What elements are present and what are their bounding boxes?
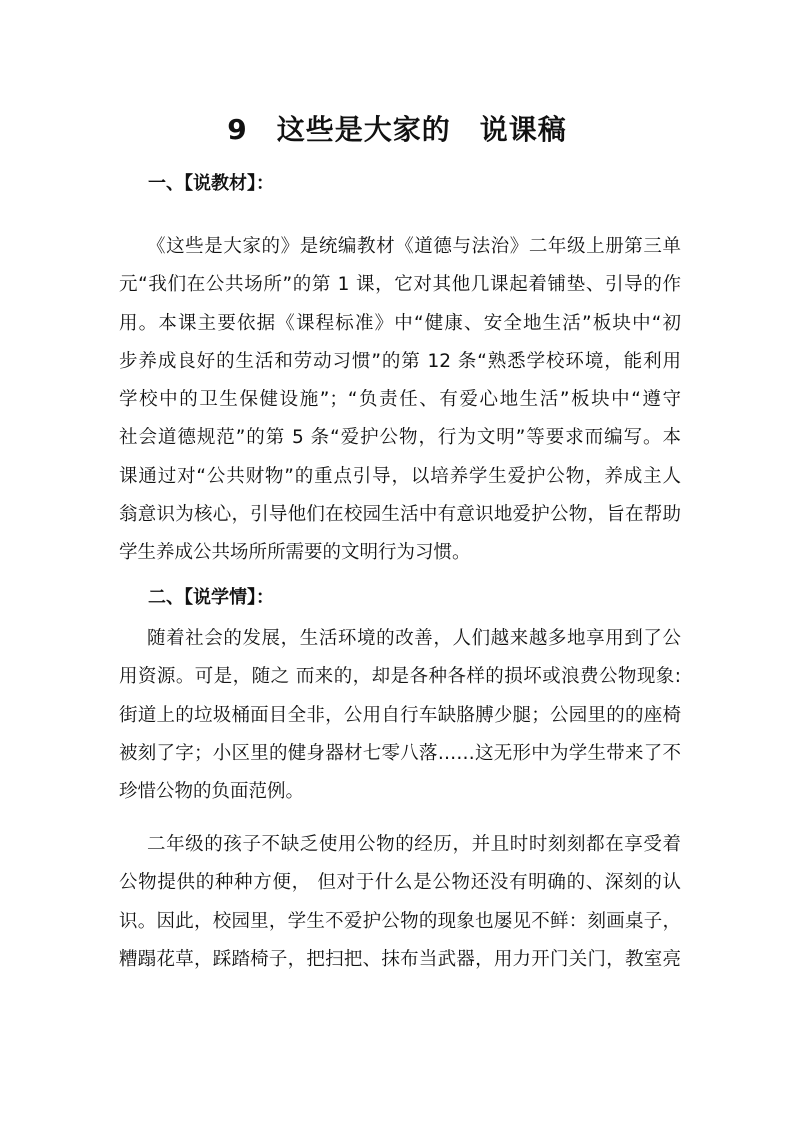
paragraph-line: 步养成良好的生活和劳动习惯”的第 12 条“熟悉学校环境，能利用 [119,350,681,372]
paragraph-line: 用。本课主要依据《课程标准》中“健康、安全地生活”板块中“初 [119,312,681,334]
section-heading-student-situation: 二、【说学情】： [148,587,274,608]
paragraph-line: 《这些是大家的》是统编教材《道德与法治》二年级上册第三单 [147,236,681,257]
paragraph-line: 公物提供的种种方便， 但对于什么是公物还没有明确的、深刻的认 [119,872,681,894]
paragraph-line: 社会道德规范”的第 5 条“爱护公物，行为文明”等要求而编写。本 [119,427,681,449]
paragraph-line: 翁意识为核心，引导他们在校园生活中有意识地爱护公物，旨在帮助 [119,504,681,526]
paragraph-line: 课通过对“公共财物”的重点引导，以培养学生爱护公物，养成主人 [119,465,681,487]
paragraph-line: 街道上的垃圾桶面目全非，公用自行车缺胳膊少腿；公园里的的座椅 [119,704,681,726]
paragraph-line: 随着社会的发展，生活环境的改善，人们越来越多地享用到了公 [147,628,681,649]
paragraph-line: 学生养成公共场所所需要的文明行为习惯。 [119,542,471,564]
paragraph-line: 用资源。可是，随之 而来的，却是各种各样的损坏或浪费公物现象: [119,666,681,688]
section-heading-teaching-material: 一、【说教材】： [148,173,274,194]
paragraph-teaching-material [119,228,681,573]
paragraph-student-situation-1 [119,620,681,811]
paragraph-line: 学校中的卫生保健设施”；“负责任、有爱心地生活”板块中“遵守 [119,389,681,411]
paragraph-student-situation-2 [119,826,681,979]
document-title: 9 这些是大家的 说课稿 [227,113,567,146]
paragraph-line: 糟蹋花草，踩踏椅子，把扫把、抹布当武器，用力开门关门，教室亮 [119,948,681,970]
paragraph-line: 珍惜公物的负面范例。 [119,781,305,803]
paragraph-line: 被刻了字；小区里的健身器材七零八落……这无形中为学生带来了不 [119,742,681,764]
paragraph-line: 二年级的孩子不缺乏使用公物的经历，并且时时刻刻都在享受着 [147,834,681,855]
paragraph-line: 识。因此，校园里，学生不爱护公物的现象也屡见不鲜：刻画桌子， [119,910,681,932]
paragraph-line: 元“我们在公共场所”的第 1 课，它对其他几课起着铺垫、引导的作 [119,274,681,296]
